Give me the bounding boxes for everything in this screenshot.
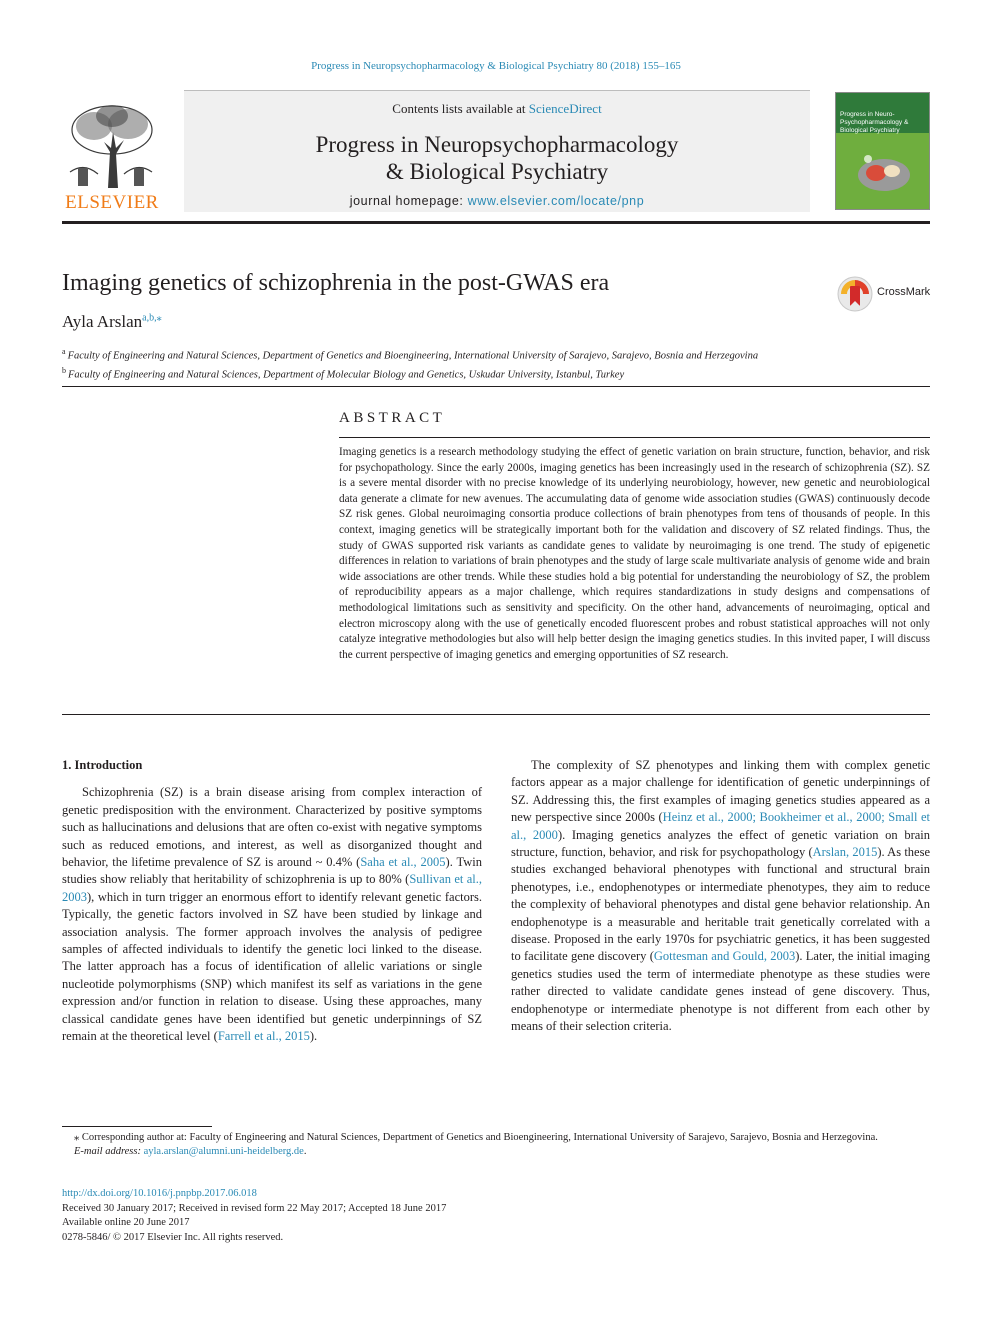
abstract-end-rule xyxy=(62,714,930,715)
elsevier-tree-icon xyxy=(64,102,158,188)
doi-link[interactable]: http://dx.doi.org/10.1016/j.pnpbp.2017.06.018 xyxy=(62,1188,257,1199)
article-title: Imaging genetics of schizophrenia in the post-GWAS era xyxy=(62,270,610,296)
elsevier-logo xyxy=(62,90,162,212)
contents-line xyxy=(184,101,810,117)
p2-text-1: The complexity of SZ phenotypes and linking them with complex genetic factors appear as a major challenge for identification of genetic underpinnings of SZ. Addressing this, the first examples of imaging genetics studies appeared as a new perspective since 2000s ( xyxy=(511,758,930,825)
abstract-heading: ABSTRACT xyxy=(339,410,446,426)
crossmark-icon xyxy=(837,276,873,312)
journal-header-box xyxy=(184,90,810,212)
cover-brain-icon xyxy=(854,151,914,195)
ref-farrell-2015[interactable]: Farrell et al., 2015 xyxy=(217,1029,310,1044)
ref-heinz-bookheimer-small-2000[interactable]: Heinz et al., 2000; Bookheimer et al., 2000; Small et al., 2000 xyxy=(511,810,931,842)
elsevier-wordmark: ELSEVIER xyxy=(65,192,159,213)
ref-saha-2005[interactable]: Saha et al., 2005 xyxy=(360,855,446,870)
author-line xyxy=(62,312,162,332)
journal-cover-thumbnail[interactable] xyxy=(835,92,930,210)
p1-text-3: ), which in turn trigger an enormous effort to identify relevant genetic factors. Typically, the genetic factors involved in SZ have been studied by linkage and association analysis. The former approach involves the analysis of pedigree samples of affected individuals to identify the genetic loci linked to the disease. The latter approach has a focus of identification of allelic variations or single nucleotide polymorphisms (SNP) which manifest its self as variations in the gene expression and/or function in relation to disease. Using these approaches, many classical candidate genes have been identified but genetic underpinnings of SZ remain at the theoretical level ( xyxy=(62,889,482,1044)
journal-title-line1: Progress in Neuropsychopharmacology xyxy=(315,132,679,157)
footnote-rule xyxy=(62,1126,212,1127)
body-column-left xyxy=(62,757,482,1046)
footnotes xyxy=(62,1131,930,1159)
corresponding-author-note xyxy=(62,1131,930,1145)
affiliation-rule xyxy=(62,386,930,387)
abstract-text: Imaging genetics is a research methodology studying the effect of genetic variation on brain structure, function, behavior, and risk for psychopathology. Since the early 2000s, imaging genetics has been increasingly used in the research of schizophrenia (SZ). SZ is a severe mental disorder with no precise knowledge of its underlying neurobiology, however, new genetic and neurobiological data generate a climate for new avenues. The accumulating data of genome wide association studies (GWAS) continuously decode SZ risk genes. Global neuroimaging consortia produce collections of brain phenotypes from tens of thousands of people. In this context, imaging genetics will be strategically important both for the validation and discovery of SZ related findings. Thus, the study of GWAS supported risk variants as candidate genes to validate by neuroimaging is one trend. The study of epigenetic differences in relation to variations of brain phenotypes and the study of large scale multivariate analysis of genome wide and brain wide associations are other trends. While these studies hold a big potential for understanding the neurobiology of SZ, the problem of reproducibility appears as a major challenge, which requires standardizations in study designs and compensations of methodological limitations such as sensitivity and specificity. On the other hand, advancements of neuroimaging, optical and electron microscopy along with the use of genetically encoded fluorescent probes and robust statistical approaches will not only catalyze integrative methodologies but also will help better design the imaging genetics studies. In this invited paper, I will discuss the current perspective of imaging genetics and emerging opportunities of SZ research. xyxy=(339,446,930,661)
journal-title-line2: & Biological Psychiatry xyxy=(385,159,609,184)
affiliation-b xyxy=(62,364,930,383)
journal-masthead xyxy=(62,90,930,222)
intro-paragraph-1 xyxy=(62,784,482,1045)
p1-text-1: Schizophrenia (SZ) is a brain disease arising from complex interaction of genetic predisposition with the environment. Characterized by positive symptoms such as hallucinations and delusions that are often co-exist with negative symptoms such as reduced emotions, and interest, as well as disorganized thought and behavior, the lifetime prevalence of SZ is around ~ 0.4% ( xyxy=(62,785,482,870)
affiliation-a xyxy=(62,345,930,364)
homepage-prefix: journal homepage: xyxy=(349,194,468,208)
affiliation-b-mark: b xyxy=(62,365,66,375)
p1-text-2: ). Twin studies show reliably that heritability of schizophrenia is up to 80% ( xyxy=(62,855,482,887)
email-label: E-mail address: xyxy=(74,1146,144,1157)
received-dates: Received 30 January 2017; Received in revised form 22 May 2017; Accepted 18 June 2017 xyxy=(62,1202,447,1214)
p2-text-4: ). Later, the initial imaging genetics studies used the term of intermediate phenotype as these studies were rather directed to validate candidate genes instead of gene discovery. Thus, endophenotype or intermediate phenotype is not different from each other by means of their selection criteria. xyxy=(511,949,930,1034)
crossmark-button[interactable] xyxy=(837,276,937,312)
p2-text-2: ). Imaging genetics analyzes the effect of genetic variation on brain structure, function, behavior, and risk for psychopathology ( xyxy=(511,827,931,860)
contents-prefix: Contents lists available at xyxy=(392,101,529,116)
available-online: Available online 20 June 2017 xyxy=(62,1217,190,1228)
affiliation-a-text: Faculty of Engineering and Natural Sciences, Department of Genetics and Bioengineering, International University of Sarajevo, Sarajevo, Bosnia and Herzegovina xyxy=(67,350,759,362)
ref-arslan-2015[interactable]: Arslan, 2015 xyxy=(812,845,878,860)
author-email-link[interactable]: ayla.arslan@alumni.uni-heidelberg.de xyxy=(143,1146,304,1157)
affiliation-a-mark: a xyxy=(62,347,66,356)
cover-title: Progress in Neuro-Psychopharmacology & Biological Psychiatry xyxy=(840,111,909,134)
copyright-line: 0278-5846/ © 2017 Elsevier Inc. All rights reserved. xyxy=(62,1231,284,1243)
affiliation-b-text: Faculty of Engineering and Natural Sciences, Department of Molecular Biology and Genetics, Uskudar University, Istanbul, Turkey xyxy=(68,369,625,380)
journal-homepage xyxy=(184,194,810,208)
header-rule xyxy=(62,221,930,224)
corresponding-author-text: Corresponding author at: Faculty of Engineering and Natural Sciences, Department of Genetics and Bioengineering, International University of Sarajevo, Sarajevo, Bosnia and Herzegovina. xyxy=(81,1132,878,1143)
email-end: . xyxy=(303,1146,307,1157)
p2-text-3: ). As these studies exchanged behavioral phenotypes with functional and structural brain phenotypes, i.e., endophenotypes or intermediate phenotypes, they aim to reduce the complexity of behavioral phenotypes and distal gene behavior relationship. An endophenotype is a measurable and heritable trait genetically correlated with a disease. Proposed in the early 1970s for psychiatric genetics, it has been suggested to facilitate gene discovery ( xyxy=(511,845,931,964)
author-affiliation-marks[interactable]: a,b, xyxy=(142,312,157,324)
body-column-right xyxy=(511,757,930,1036)
sciencedirect-link[interactable]: ScienceDirect xyxy=(528,101,602,116)
footnote-star: ⁎ xyxy=(74,1132,80,1143)
abstract-rule xyxy=(339,437,930,438)
p1-text-4: ). xyxy=(309,1029,318,1044)
ref-sullivan-2003[interactable]: Sullivan et al., 2003 xyxy=(62,872,482,904)
email-note xyxy=(62,1145,930,1159)
affiliations xyxy=(62,345,930,382)
article-meta xyxy=(62,1187,930,1245)
journal-citation[interactable]: Progress in Neuropsychopharmacology & Biological Psychiatry 80 (2018) 155–165 xyxy=(311,60,681,72)
homepage-link[interactable]: www.elsevier.com/locate/pnp xyxy=(467,194,645,208)
intro-paragraph-2 xyxy=(511,757,930,1036)
crossmark-label: CrossMark xyxy=(877,286,931,298)
ref-gottesman-gould-2003[interactable]: Gottesman and Gould, 2003 xyxy=(653,949,796,964)
corresponding-author-mark[interactable]: ⁎ xyxy=(156,312,162,324)
section-heading-introduction: 1. Introduction xyxy=(62,758,143,772)
author-name: Ayla Arslan xyxy=(62,312,143,331)
journal-title xyxy=(184,131,810,185)
